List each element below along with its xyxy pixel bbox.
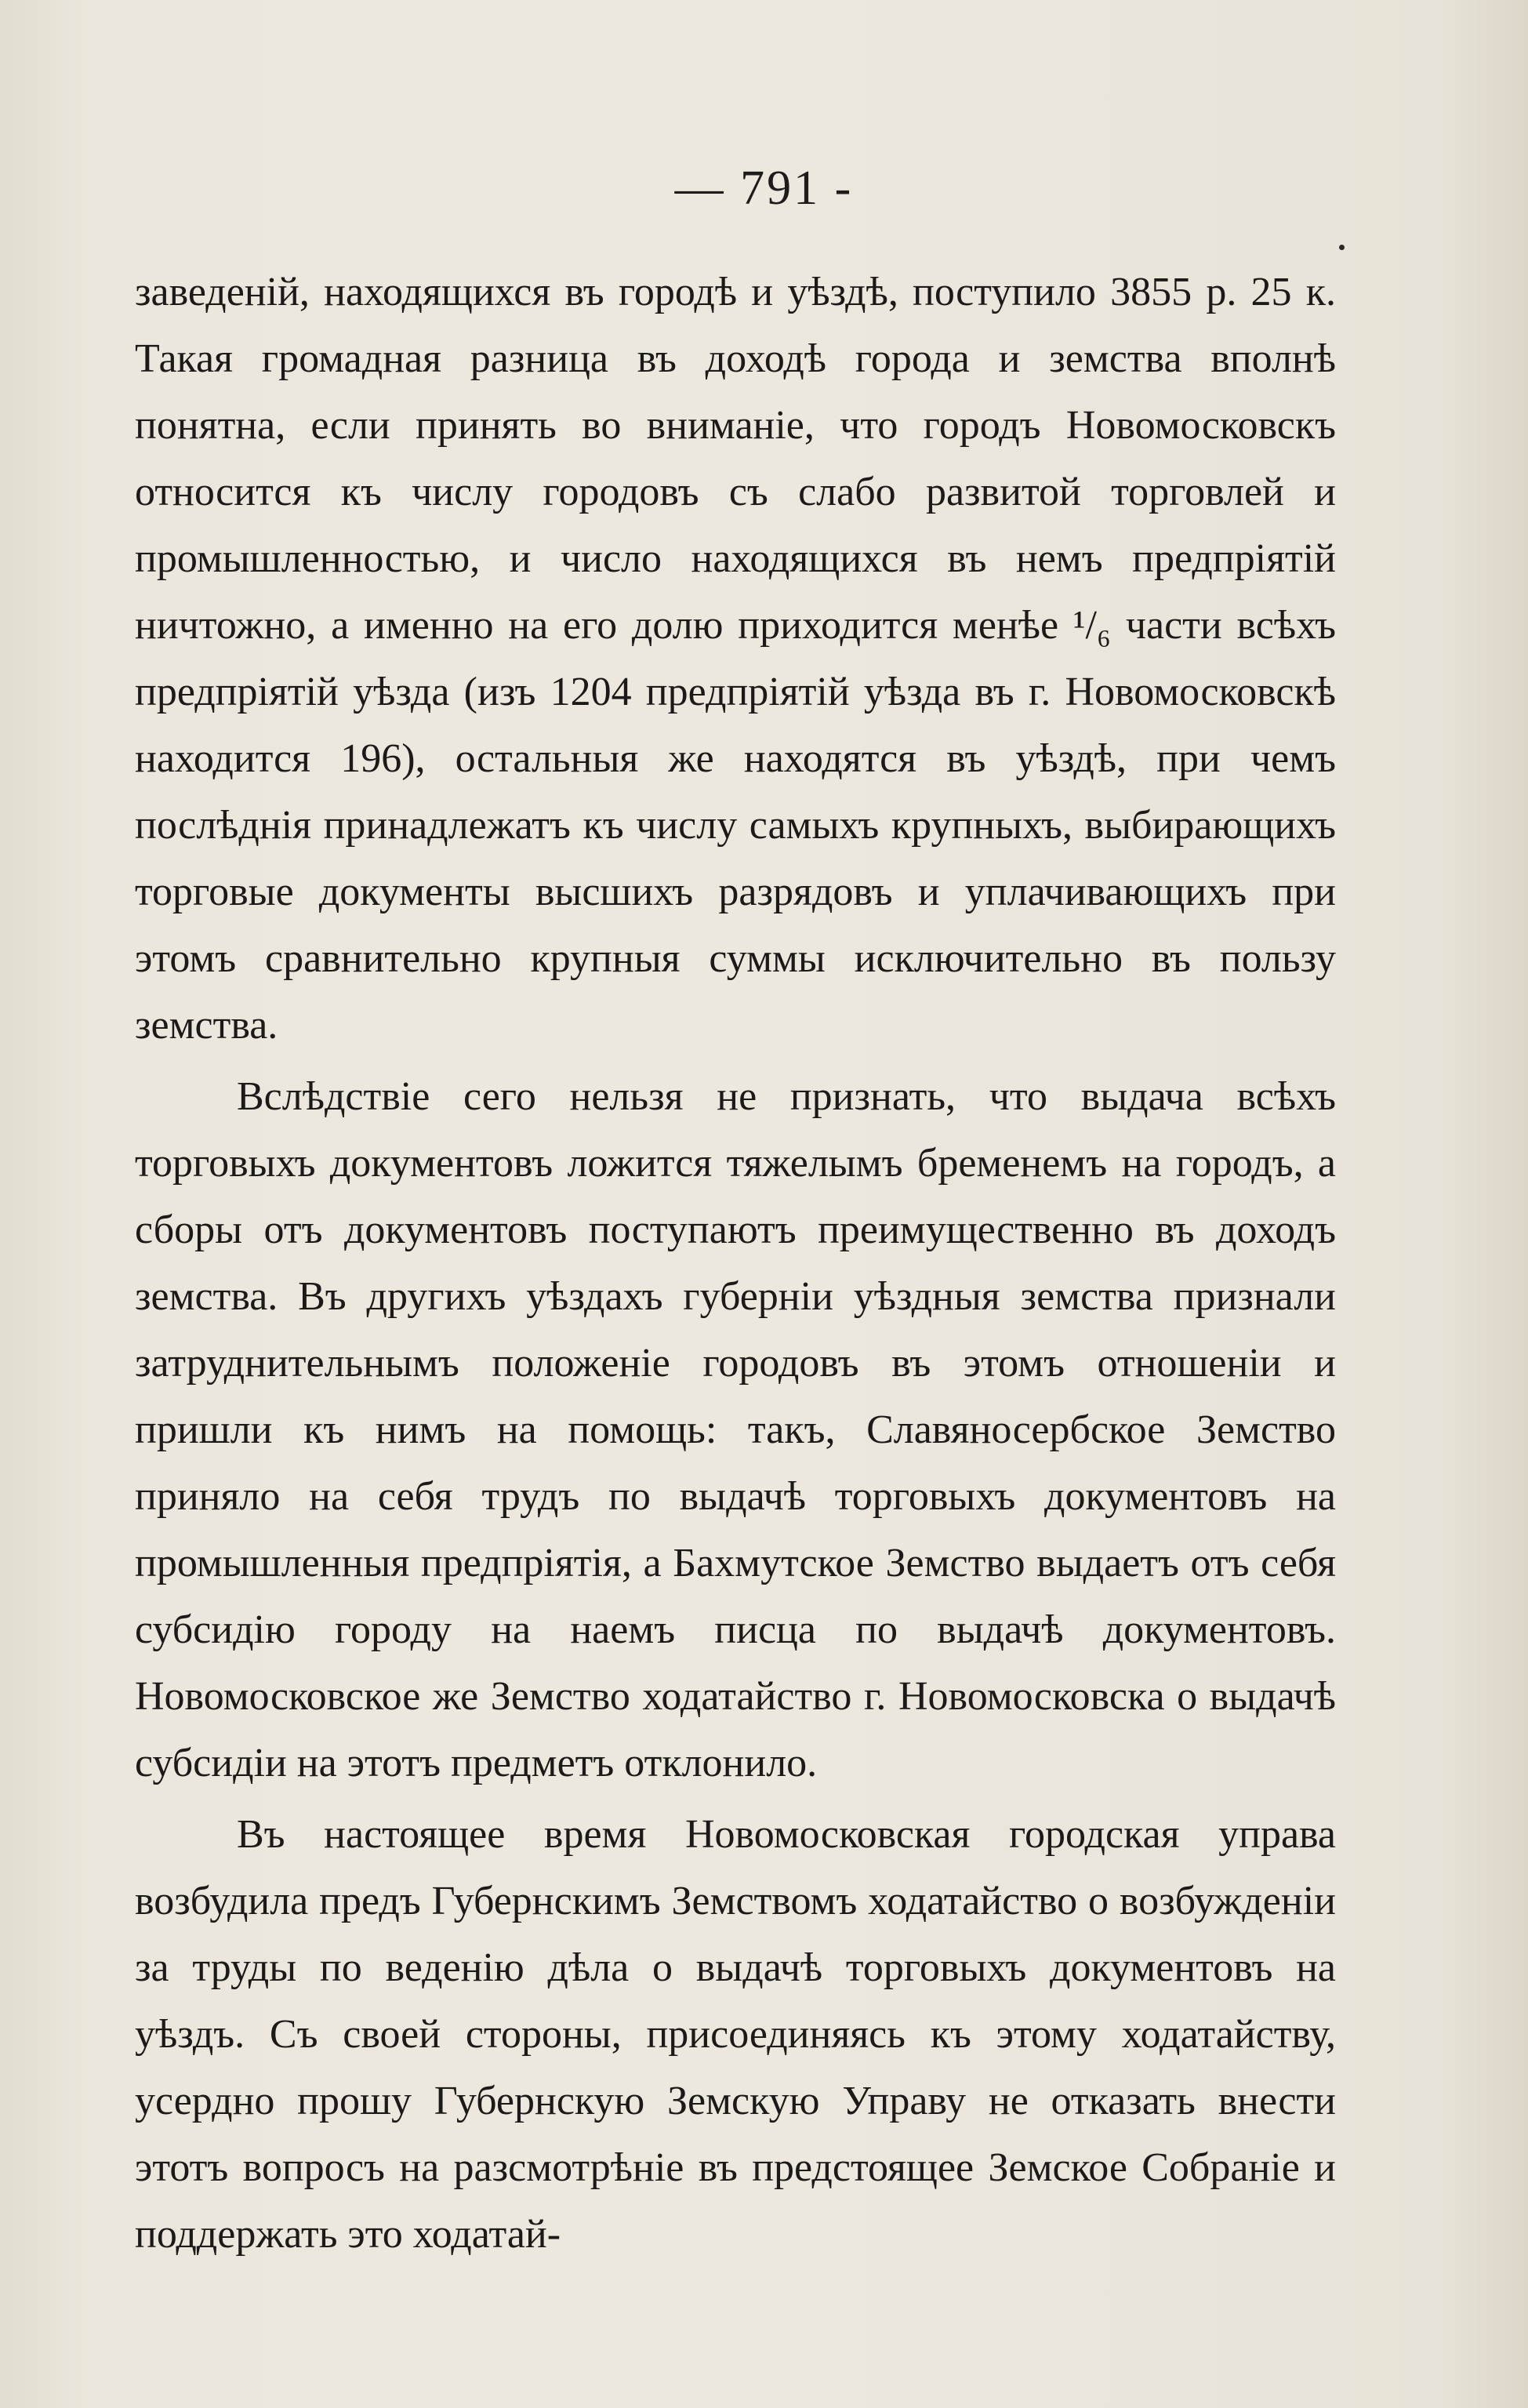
print-speck — [1339, 245, 1345, 250]
paragraph-3: Въ настоящее время Новомосковская городская управа возбудила предъ Губернскимъ Земствомъ ходатайство о возбужденіи за труды по веденію дѣла о выдачѣ торговыхъ документовъ на уѣздъ. Съ своей стороны, присоединяясь къ этому ходатайству, усердно прошу Губернскую Земскую Управу не отказать внести этотъ вопросъ на разсмотрѣніе въ предстоящее Земское Собраніе и поддержать это ходатай- — [135, 1812, 1336, 2257]
paragraph-1: заведеній, находящихся въ городѣ и уѣздѣ, поступило 3855 р. 25 к. Такая громадная разница въ доходѣ города и земства вполнѣ понятна, если принять во вниманіе, что городъ Новомосковскъ относится къ числу городовъ съ слабо развитой торговлей и промышленностью, и число находящихся въ немъ предпріятій ничтожно, а именно на его долю приходится менѣе ¹/₆ части всѣхъ предпріятій уѣзда (изъ 1204 предпріятій уѣзда въ г. Новомосковскѣ находится 196), остальныя же находятся въ уѣздѣ, при чемъ послѣднія принадлежатъ къ числу самыхъ крупныхъ, выбирающихъ торговые документы высшихъ разрядовъ и уплачивающихъ при этомъ сравнительно крупныя суммы исключительно въ пользу земства. — [135, 270, 1336, 1048]
body-text — [135, 259, 1336, 2268]
page-number: — 791 - — [674, 162, 854, 215]
paragraph-2: Вслѣдствіе сего нельзя не признать, что выдача всѣхъ торговыхъ документовъ ложится тяжелымъ бременемъ на городъ, а сборы отъ документовъ поступаютъ преимущественно въ доходъ земства. Въ другихъ уѣздахъ губерніи уѣздныя земства признали затруднительнымъ положеніе городовъ въ этомъ отношеніи и пришли къ нимъ на помощь: такъ, Славяносербское Земство приняло на себя трудъ по выдачѣ торговыхъ документовъ на промышленныя предпріятія, а Бахмутское Земство выдаетъ отъ себя субсидію городу на наемъ писца по выдачѣ документовъ. Новомосковское же Земство ходатайство г. Новомосковска о выдачѣ субсидіи на этотъ предметъ отклонило. — [135, 1074, 1336, 1785]
